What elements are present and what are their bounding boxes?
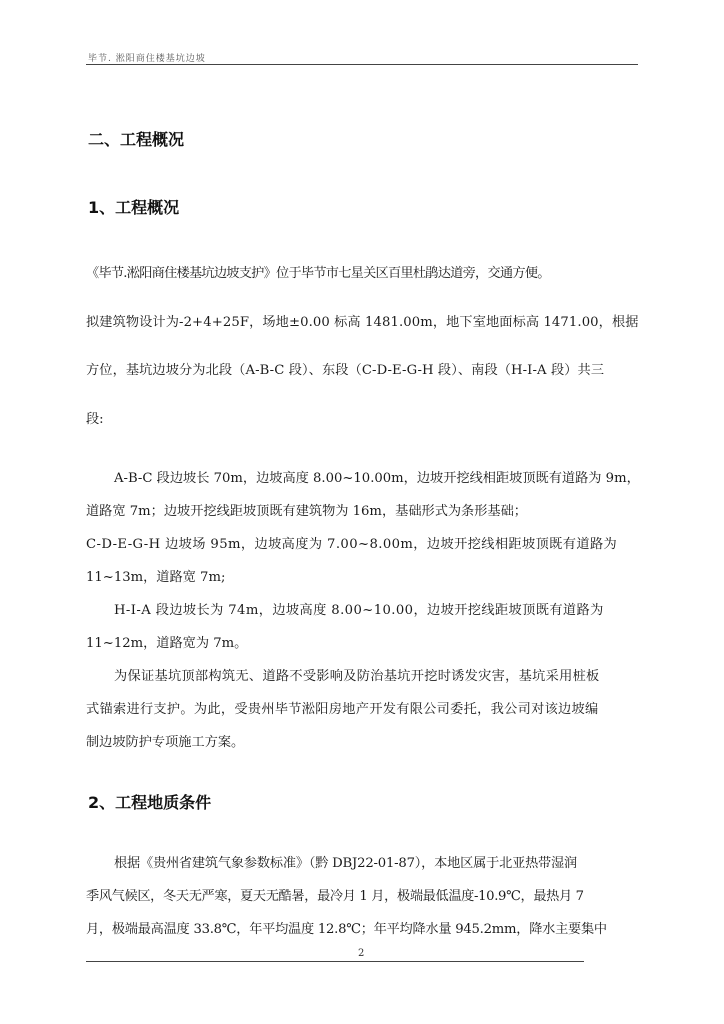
climate-line: 月，极端最高温度 33.8℃，年平均温度 12.8℃；年平均降水量 945.2mm，降水主要集中 xyxy=(86,922,607,937)
climate-line: 根据《贵州省建筑气象参数标准》（黔 DBJ22-01-87），本地区属于北亚热带湿润 xyxy=(114,856,578,871)
climate-line: 季风气候区，冬天无严寒，夏天无酷暑，最冷月 1 月，极端最低温度-10.9℃，最热月 7 xyxy=(86,889,584,904)
intro-line: 拟建筑物设计为-2+4+25F，场地±0.00 标高 1481.00m，地下室地面标高 1471.00，根据 xyxy=(86,315,639,330)
subsection-2-title: 2、工程地质条件 xyxy=(88,793,212,812)
subsection-1-title: 1、工程概况 xyxy=(88,198,180,217)
intro-line: 方位，基坑边坡分为北段（A-B-C 段）、东段（C-D-E-G-H 段）、南段（H-I-A 段）共三 xyxy=(86,363,605,378)
segment-line: 11~12m，道路宽为 7m。 xyxy=(86,636,248,651)
header-rule xyxy=(86,64,638,65)
page-number: 2 xyxy=(358,948,365,959)
segment-line: 11~13m，道路宽 7m; xyxy=(86,570,226,585)
segment-line: 为保证基坑顶部构筑无、道路不受影响及防治基坑开挖时诱发灾害，基坑采用桩板 xyxy=(114,669,600,684)
intro-line: 《毕节.淞阳商住楼基坑边坡支护》位于毕节市七星关区百里杜鹃达道旁，交通方便。 xyxy=(86,266,550,281)
intro-line: 段: xyxy=(86,412,104,427)
footer-rule xyxy=(86,961,584,962)
running-header: 毕节. 淞阳商住楼基坑边坡 xyxy=(88,54,206,64)
segment-line: 制边坡防护专项施工方案。 xyxy=(86,735,245,750)
section-title: 二、工程概况 xyxy=(88,130,185,149)
segment-line: H-I-A 段边坡长为 74m，边坡高度 8.00~10.00，边坡开挖线距坡顶既有道路为 xyxy=(114,603,604,618)
segment-line: 式锚索进行支护。为此，受贵州毕节淞阳房地产开发有限公司委托，我公司对该边坡编 xyxy=(86,702,599,717)
segment-line: A-B-C 段边坡长 70m，边坡高度 8.00~10.00m，边坡开挖线相距坡顶既有道路为 9m， xyxy=(114,471,640,486)
segment-line: 道路宽 7m；边坡开挖线距坡顶既有建筑物为 16m，基础形式为条形基础； xyxy=(86,504,527,519)
segment-line: C-D-E-G-H 边坡场 95m，边坡高度为 7.00~8.00m，边坡开挖线相距坡顶既有道路为 xyxy=(86,537,618,552)
